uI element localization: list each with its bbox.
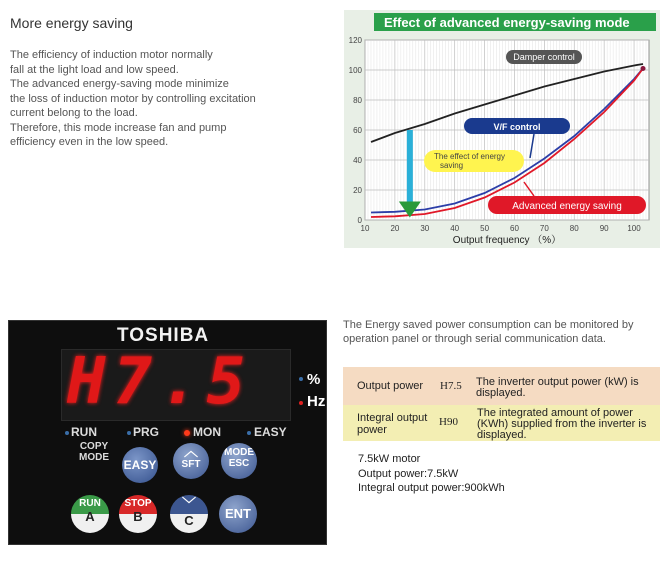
y-tick-label: 80 <box>353 96 362 105</box>
copy-mode-label <box>79 441 109 463</box>
chart-svg <box>344 10 660 248</box>
intro-line: current belong to the load. <box>10 107 138 119</box>
esc-label: ESC <box>228 458 250 469</box>
copy-label: COPY <box>79 441 109 452</box>
easy-button[interactable] <box>122 447 158 483</box>
brand-logo: TOSHIBA <box>117 325 210 346</box>
mode-esc-button[interactable] <box>221 443 257 479</box>
intro-line: The efficiency of induction motor normally <box>10 49 213 61</box>
integral-power-explanation: The integrated amount of power (KWh) supplied from the inverter is displayed. <box>477 407 647 441</box>
ent-button[interactable] <box>219 495 257 533</box>
output-power-label: Output power <box>357 380 424 392</box>
example-summary <box>358 452 505 496</box>
intro-line: fall at the light load and low speed. <box>10 63 179 76</box>
saving-arrow-shaft <box>407 130 413 204</box>
output-power-code: H7.5 <box>440 380 462 392</box>
mon-indicator-icon <box>184 430 190 436</box>
intro-line: the loss of induction motor by controlling excitation <box>10 92 256 105</box>
saving-effect-label: The effect of energy saving <box>434 152 506 170</box>
stop-button[interactable] <box>119 495 157 533</box>
run-button[interactable] <box>71 495 109 533</box>
x-tick-label: 90 <box>599 224 609 233</box>
mode-label: MODE <box>79 452 109 463</box>
prg-indicator-icon <box>127 431 131 435</box>
damper-label: Damper control <box>513 52 575 62</box>
energy-saving-chart <box>344 10 660 248</box>
ent-label: ENT <box>225 506 251 521</box>
run-label: RUN <box>79 498 101 509</box>
intro-description <box>10 48 330 150</box>
stop-key-letter: B <box>133 509 143 524</box>
output-power-explanation: The inverter output power (kW) is displayed. <box>476 376 639 399</box>
run-indicator-icon <box>65 431 69 435</box>
series-end-marker <box>641 66 646 71</box>
display-value: H7.5 <box>67 345 254 419</box>
up-button[interactable] <box>173 443 209 479</box>
vf-label: V/F control <box>493 122 541 132</box>
chart-title: Effect of advanced energy-saving mode <box>384 15 630 30</box>
intro-line: efficiency even in the low speed. <box>10 136 169 148</box>
down-button[interactable] <box>170 495 208 533</box>
easy-indicator-icon <box>247 431 251 435</box>
section-heading: More energy saving <box>10 15 133 31</box>
intro-line: Therefore, this mode increase fan and pump <box>10 121 227 134</box>
unit-percent: % <box>307 371 321 388</box>
integral-power-row <box>343 405 660 441</box>
run-indicator: RUN <box>71 425 97 439</box>
x-tick-label: 30 <box>420 224 430 233</box>
sft-label: SFT <box>181 459 201 470</box>
hz-indicator-icon <box>299 401 303 405</box>
summary-line: Output power:7.5kW <box>358 467 459 480</box>
run-key-letter: A <box>85 509 95 524</box>
easy-button-label: EASY <box>123 458 157 472</box>
x-tick-label: 50 <box>480 224 490 233</box>
monitoring-note: The Energy saved power consumption can be monitored by operation panel or through serial communication data. <box>343 319 634 345</box>
operation-panel <box>8 320 327 545</box>
unit-hz: Hz <box>307 393 326 410</box>
mode-label: MODE <box>224 447 254 458</box>
y-tick-label: 20 <box>353 186 362 195</box>
prg-indicator: PRG <box>133 425 160 439</box>
y-tick-label: 60 <box>353 126 362 135</box>
summary-line: 7.5kW motor <box>358 453 421 465</box>
x-tick-label: 20 <box>390 224 400 233</box>
integral-power-label: Integral output power <box>357 412 428 436</box>
x-tick-label: 70 <box>539 224 549 233</box>
x-tick-label: 40 <box>450 224 460 233</box>
easy-indicator: EASY <box>254 425 287 439</box>
advanced-label: Advanced energy saving <box>512 201 622 212</box>
intro-line: The advanced energy-saving mode minimize <box>10 78 229 90</box>
chevron-down-icon: ﹀ <box>182 496 196 512</box>
integral-power-code: H90 <box>439 416 458 428</box>
x-tick-label: 10 <box>360 224 370 233</box>
down-key-letter: C <box>184 513 194 528</box>
stop-label: STOP <box>124 498 152 509</box>
chevron-up-icon: ︿ <box>184 443 198 459</box>
x-tick-label: 60 <box>510 224 519 233</box>
percent-indicator-icon <box>299 377 303 381</box>
x-tick-label: 80 <box>569 224 579 233</box>
output-power-row <box>343 367 660 405</box>
x-tick-label: 100 <box>627 224 641 233</box>
x-axis-label: Output frequency （%） <box>452 235 562 246</box>
y-tick-label: 120 <box>348 36 362 45</box>
mon-indicator: MON <box>193 425 221 439</box>
y-tick-label: 100 <box>348 66 362 75</box>
y-tick-label: 40 <box>353 156 362 165</box>
y-tick-label: 0 <box>357 216 362 225</box>
summary-line: Integral output power:900kWh <box>358 482 505 494</box>
